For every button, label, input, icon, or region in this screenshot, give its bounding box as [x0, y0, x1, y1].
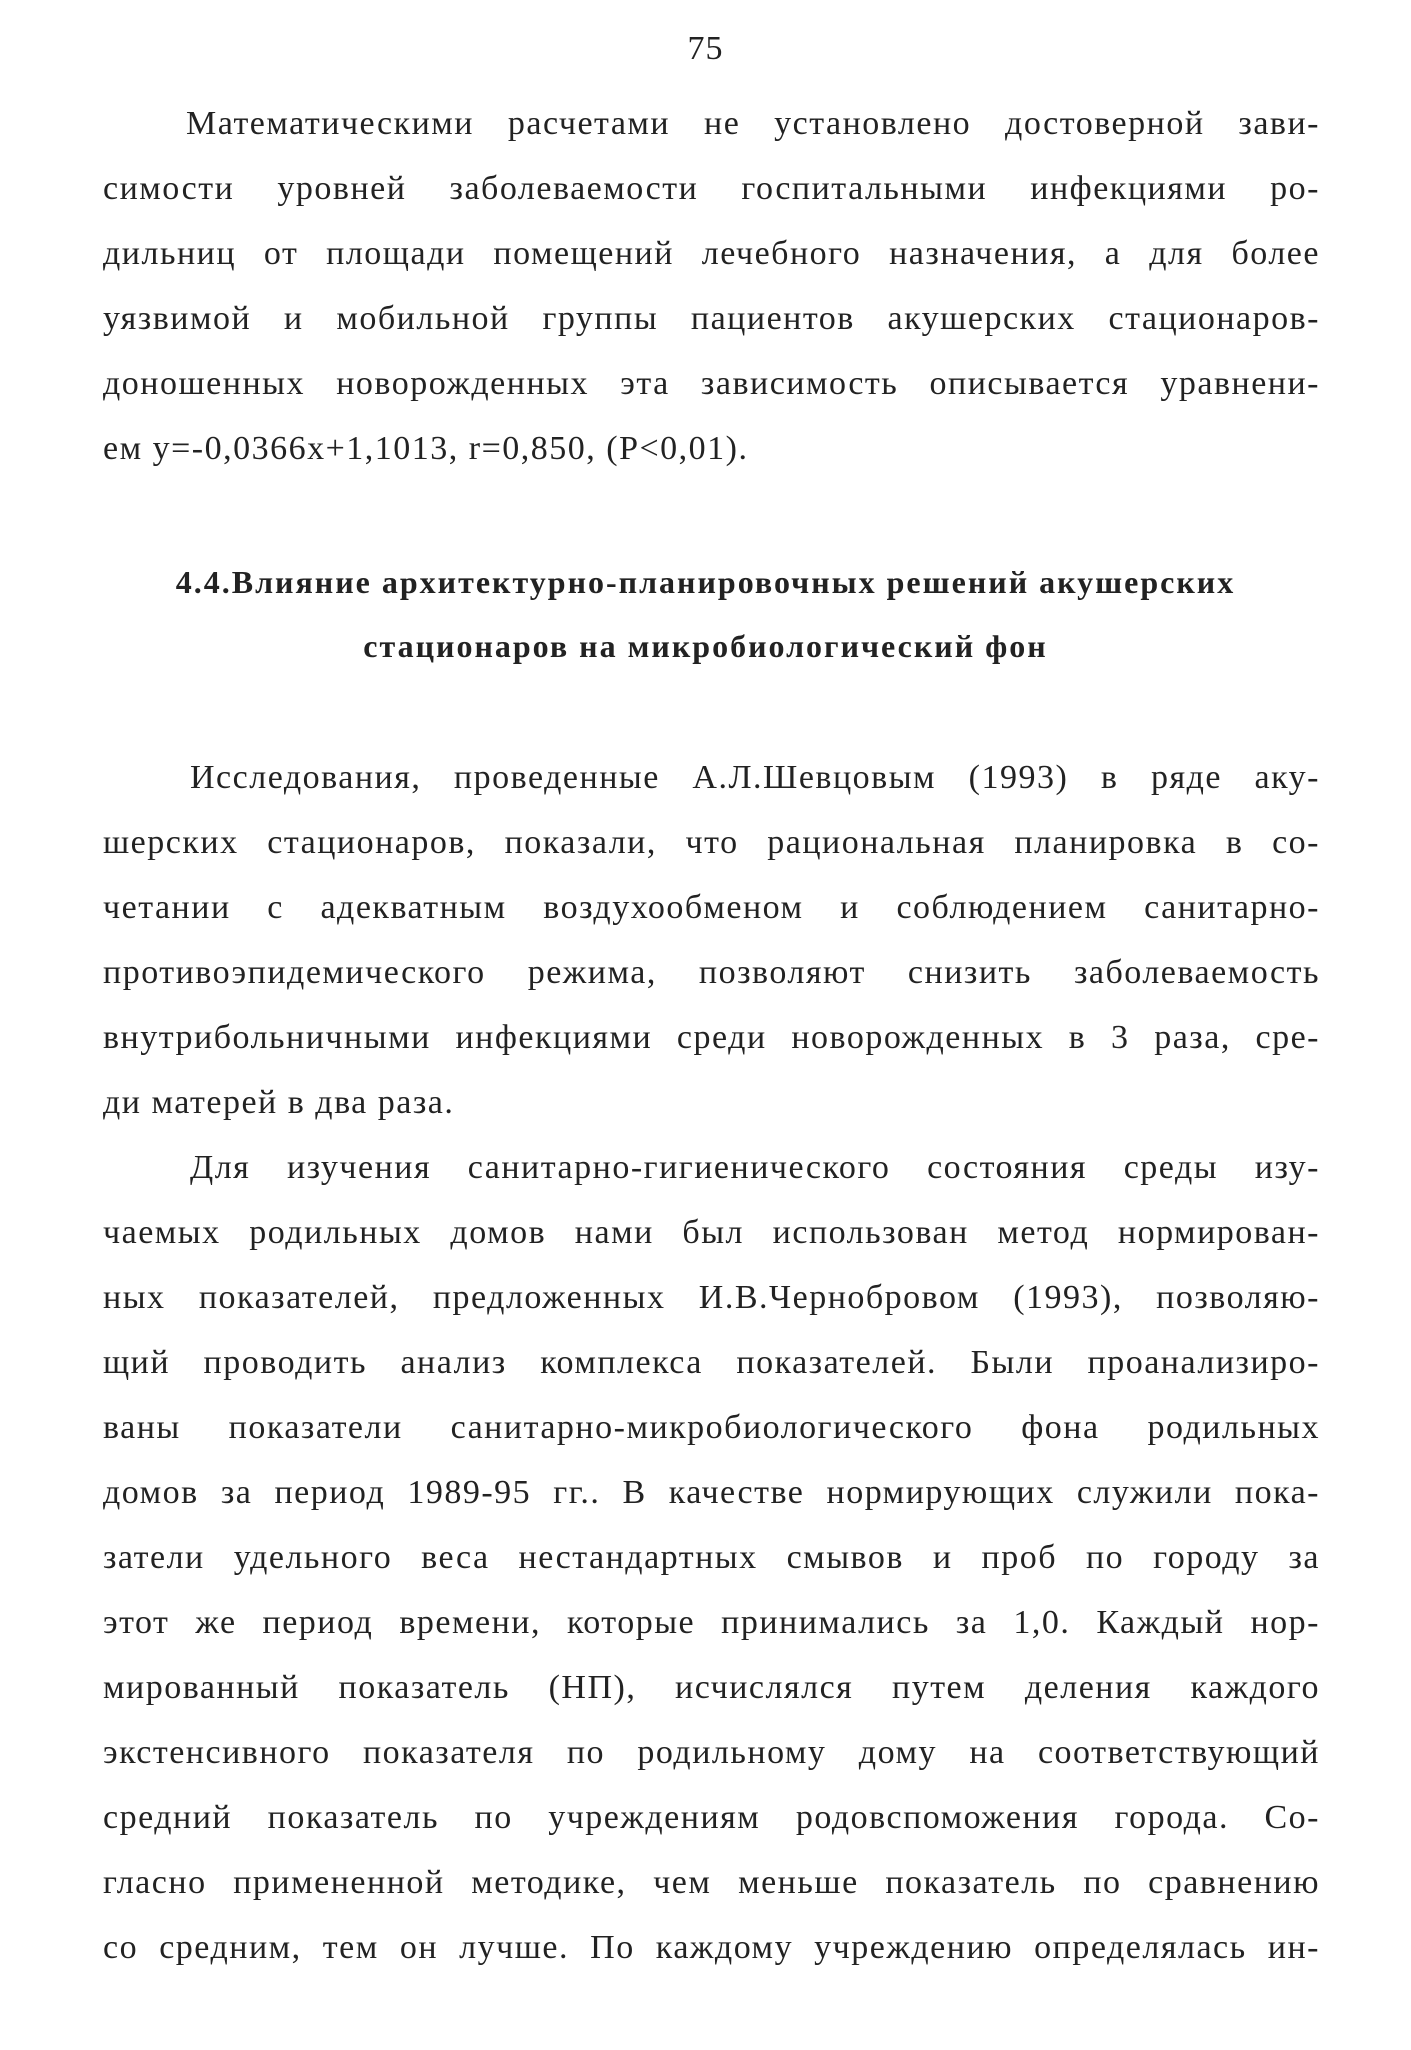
paragraph-line: внутрибольничными инфекциями среди новорожденных в 3 раза, сре- — [103, 1019, 1320, 1056]
paragraph-line: противоэпидемического режима, позволяют снизить заболеваемость — [103, 954, 1320, 991]
paragraph-line: ди матерей в два раза. — [103, 1084, 455, 1121]
paragraph-line: этот же период времени, которые принимались за 1,0. Каждый нор- — [103, 1604, 1320, 1641]
paragraph-line: уязвимой и мобильной группы пациентов акушерских стационаров- — [103, 300, 1320, 337]
paragraph-line: Для изучения санитарно-гигиенического состояния среды изу- — [190, 1149, 1320, 1186]
paragraph-line: Математическими расчетами не установлено достоверной зави- — [186, 105, 1320, 142]
paragraph-line: экстенсивного показателя по родильному дому на соответствующий — [103, 1734, 1320, 1771]
paragraph-line: щий проводить анализ комплекса показателей. Были проанализиро- — [103, 1344, 1320, 1381]
paragraph-line: мированный показатель (НП), исчислялся путем деления каждого — [103, 1669, 1320, 1706]
paragraph-line: затели удельного веса нестандартных смывов и проб по городу за — [103, 1539, 1320, 1576]
section-heading-line-2: стационаров на микробиологический фон — [363, 628, 1048, 664]
paragraph-line: ных показателей, предложенных И.В.Чернобровом (1993), позволяю- — [103, 1279, 1320, 1316]
paragraph-line: домов за период 1989-95 гг.. В качестве нормирующих служили пока- — [103, 1474, 1320, 1511]
paragraph-line: средний показатель по учреждениям родовспоможения города. Со- — [103, 1799, 1320, 1836]
paragraph-line: шерских стационаров, показали, что рациональная планировка в со- — [103, 824, 1320, 861]
paragraph-line: Исследования, проведенные А.Л.Шевцовым (1993) в ряде аку- — [190, 759, 1320, 796]
page-number: 75 — [687, 30, 724, 67]
paragraph-line: гласно примененной методике, чем меньше показатель по сравнению — [103, 1864, 1320, 1901]
section-heading-line-1: 4.4.Влияние архитектурно-планировочных решений акушерских — [175, 564, 1236, 600]
paragraph-line: со средним, тем он лучше. По каждому учреждению определялась ин- — [103, 1929, 1320, 1966]
paragraph-line: доношенных новорожденных эта зависимость описывается уравнени- — [103, 365, 1320, 402]
paragraph-line: ваны показатели санитарно-микробиологического фона родильных — [103, 1409, 1320, 1446]
paragraph-line: симости уровней заболеваемости госпитальными инфекциями ро- — [103, 170, 1320, 207]
paragraph-line: четании с адекватным воздухообменом и соблюдением санитарно- — [103, 889, 1320, 926]
paragraph-line: дильниц от площади помещений лечебного назначения, а для более — [103, 235, 1320, 272]
paragraph-line: чаемых родильных домов нами был использован метод нормирован- — [103, 1214, 1320, 1251]
paragraph-line: ем y=-0,0366x+1,1013, r=0,850, (P<0,01). — [103, 430, 749, 467]
